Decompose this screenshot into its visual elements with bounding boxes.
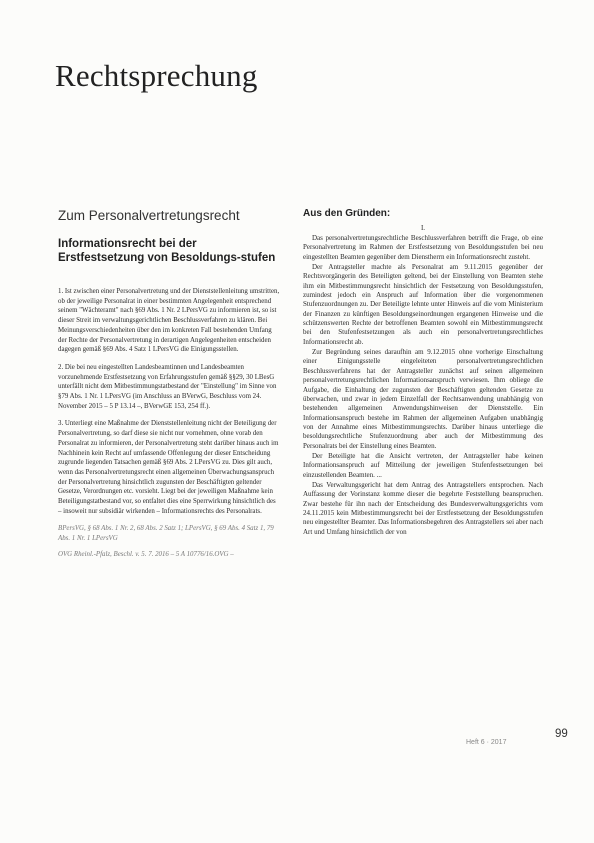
reasons-paragraph: Zur Begründung seines daraufhin am 9.12.2015 ohne vorherige Einschaltung einer Einigungsstelle eingeleiteten personalvertretungsrechtlichen Beschlussverfahrens hat der Antragsteller zunächst auf seinen allgemeinen personalvertretungsrechtlichen Informationsanspruch verwiesen. Ihm obliege die Aufgabe, die Einhaltung der zugunsten der Beschäftigten geltenden Gesetze zu überwachen, und zwar in jedem Einzelfall der Rechtsanwendung unabhängig von bestehenden allgemeinen Anwendungshinweisen der Dienststelle. Ein Informationsanspruch bestehe im Rahmen der allgemeinen Aufgaben unabhängig von der Annahme eines Mitbestimmungsrechts. Darüber hinaus unterliege die besoldungsrechtliche Stufenzuordnung aber auch der Mitbestimmung des Personalrats bei der Einstellung eines Beamten.	[303, 348, 543, 450]
issue-label: Heft 6 · 2017	[466, 739, 507, 746]
headnote-3: 3. Unterliegt eine Maßnahme der Dienststellenleitung nicht der Beteiligung der Personalvertretung, so darf diese sie nicht nur vornehmen, ohne vorab den Personalrat zu informieren, der Personalvertretung steht darüber hinaus auch im Nachhinein kein Recht auf umfassende Offenlegung der dieser Entscheidung zugrunde liegenden Tatsachen gemäß §69 Abs. 2 LPersVG zu. Dies gilt auch, wenn das Personalvertretungsrecht einen allgemeinen Überwachungsanspruch der Personalvertretung hinsichtlich zugunsten der Beschäftigten geltender Gesetze, Verordnungen etc. vorsieht. Liegt bei der jeweiligen Maßnahme kein Beteiligungstatbestand vor, so entfaltet dies eine Sperrwirkung hinsichtlich des – insoweit nur subsidiär wirkenden – Informationsrechts des Personalrats.	[58, 420, 279, 515]
section-title: Zum Personalvertretungsrecht	[58, 208, 240, 223]
statute-citation: BPersVG, § 68 Abs. 1 Nr. 2, 68 Abs. 2 Satz 1; LPersVG, § 69 Abs. 4 Satz 1, 79 Abs. 1 Nr. 1 LPersVG	[58, 525, 274, 543]
reasons-paragraph: Das Verwaltungsgericht hat dem Antrag des Antragstellers entsprochen. Nach Auffassung der Vorinstanz komme dieser die begehrte Feststellung beanspruchen. Zwar bestehe für ihn nach der Entscheidung des Bundesverwaltungsgerichts vom 24.11.2015 kein Mitbestimmungsrecht bei der Erstfestsetzung der Besoldungsstufen neu eingestellter Beamter. Das Informationsbegehren des Antragstellers sei aber nach Art und Umfang hinsichtlich der von	[303, 480, 543, 536]
page-footer	[466, 728, 576, 749]
reasons-title: Aus den Gründen:	[303, 208, 391, 219]
case-heading: Informationsrecht bei der Erstfestsetzung von Besoldungs-stufen	[58, 238, 276, 264]
reasons-paragraph: Der Beteiligte hat die Ansicht vertreten, der Antragsteller habe keinen Informationsanspruch auf Mitteilung der jeweiligen Stufenfestsetzungen bei einzustellenden Beamten. ...	[303, 451, 543, 479]
section-marker: I.	[420, 224, 426, 232]
right-column	[303, 208, 543, 538]
reasons-paragraph: Der Antragsteller machte als Personalrat am 9.11.2015 gegenüber der Rechtsvorgängerin des Beteiligten geltend, bei der Einstellung von Beamten stehe ihm ein Mitbestimmungsrecht hinsichtlich der Festsetzung von Besoldungsstufen, zumindest jedoch ein Anspruch auf Information über die vorgenommenen Stufenzuordnungen zu. Der Beteiligte lehnte unter Hinweis auf die vom Ministerium der Finanzen zu künftigen Besoldungseinordnungen ergangenen Hinweise und die schützenswerten Rechte der betroffenen Beamten sowohl ein Mitbestimmungsrecht bei den Stufenfestsetzungen als auch ein personalvertretungsrechtliches Informationsrecht ab.	[303, 263, 543, 346]
court-citation: OVG Rheinl.-Pfalz, Beschl. v. 5. 7. 2016 – 5 A 10776/16.OVG –	[58, 550, 234, 558]
page-number: 99	[555, 728, 568, 740]
page-title: Rechtsprechung	[55, 58, 258, 93]
left-column	[58, 208, 280, 566]
reasons-paragraph: Das personalvertretungsrechtliche Beschlussverfahren betrifft die Frage, ob eine Personalvertretung im Rahmen der Erstfestsetzung von Besoldungsstufen bei neu eingestellten Beamten gegenüber dem Dienstherrn ein Informationsrecht zusteht.	[303, 234, 543, 261]
headnote-2: 2. Die bei neu eingestellten Landesbeamtinnen und Landesbeamten vorzunehmende Erstfestsetzung von Erfahrungsstufen gemäß §§29, 30 LBesG unterfällt nicht dem Mitbestimmungstatbestand der "Einstellung" im Sinne von §79 Abs. 1 Nr. 1 LPersVG (im Anschluss an BVerwG, Beschluss vom 24. November 2015 – 5 P 13.14 –, BVerwGE 153, 254 ff.).	[58, 363, 277, 410]
headnote-1: 1. Ist zwischen einer Personalvertretung und der Dienststellenleitung umstritten, ob der jeweilige Personalrat in einer bestimmten Angelegenheit entsprechend seinem "Wächteramt" nach §69 Abs. 1 Nr. 2 LPersVG zu informieren ist, so ist dieser Streit im verwaltungsgerichtlichen Beschlussverfahren zu klären. Bei Meinungsverschiedenheiten über den im konkreten Fall bestehenden Umfang der Rechte der Personalvertretung in derartigen Angelegenheiten entscheiden dagegen gemäß §69 Abs. 4 Satz 1 LPersVG die Einigungsstellen.	[58, 288, 280, 354]
